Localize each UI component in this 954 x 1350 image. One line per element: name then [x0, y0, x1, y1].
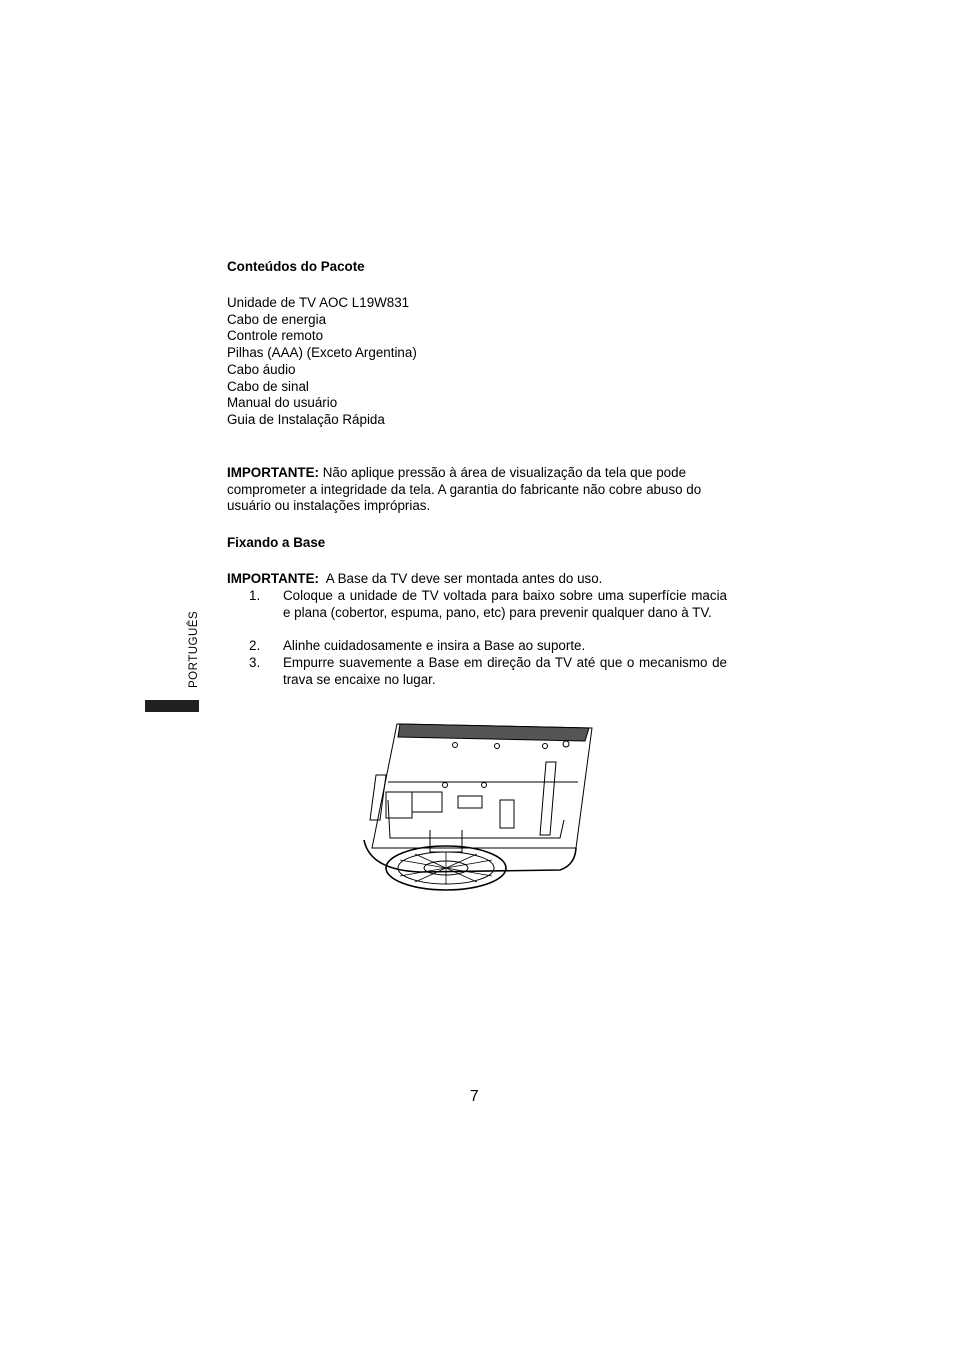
step-text: Coloque a unidade de TV voltada para baixo sobre uma superfície macia e plana (cobertor, espuma, pano, etc) para prevenir qualquer dano à TV.: [283, 588, 727, 620]
contents-list: [227, 295, 417, 429]
list-item: Guia de Instalação Rápida: [227, 411, 385, 427]
list-item: Cabo de energia: [227, 311, 327, 327]
tv-side-handle: [370, 775, 386, 820]
list-item: Pilhas (AAA) (Exceto Argentina): [227, 345, 417, 361]
language-tab-bar: [145, 700, 199, 712]
list-item: Manual do usuário: [227, 395, 338, 411]
important-label: IMPORTANTE:: [227, 465, 319, 480]
tv-side-buttons: [540, 762, 556, 835]
tv-lower-panel: [388, 800, 564, 838]
base-important-notice: [227, 571, 727, 586]
step-item: [249, 655, 727, 688]
screw-hole: [443, 783, 448, 788]
screw-hole: [453, 743, 458, 748]
base-section-title: Fixando a Base: [227, 535, 326, 550]
screw-hole: [543, 744, 548, 749]
page-number: 7: [470, 1088, 479, 1105]
step-item: [249, 638, 727, 655]
step-number: 3.: [249, 655, 261, 670]
base-neck: [430, 830, 462, 852]
tv-base-illustration: [360, 720, 600, 895]
base-stand-ribs: [400, 852, 492, 884]
tv-label-panel: [386, 792, 412, 818]
list-item: Cabo de sinal: [227, 378, 309, 394]
base-important-label: IMPORTANTE:: [227, 571, 319, 586]
important-text: Não aplique pressão à área de visualização da tela que pode comprometer a integridade da tela. A garantia do fabricante não cobre abuso do usuário ou instalações impróprias.: [227, 465, 702, 514]
list-item: Controle remoto: [227, 328, 324, 344]
screw-hole: [563, 741, 569, 747]
tv-port-group: [458, 796, 482, 808]
tv-port-group-2: [500, 800, 514, 828]
step-item: [249, 588, 727, 621]
tv-label-panel-2: [412, 792, 442, 812]
list-item: Unidade de TV AOC L19W831: [227, 295, 410, 310]
step-number: 2.: [249, 638, 261, 653]
language-tab-label: PORTUGUÊS: [188, 610, 200, 688]
contents-title: Conteúdos do Pacote: [227, 259, 365, 274]
step-number: 1.: [249, 588, 261, 603]
tv-vent-band: [398, 724, 589, 741]
step-text: Empurre suavemente a Base em direção da TV até que o mecanismo de trava se encaixe no lugar.: [283, 655, 727, 687]
screw-hole: [482, 783, 487, 788]
screw-hole: [495, 744, 500, 749]
list-item: Cabo áudio: [227, 361, 296, 377]
base-important-text: A Base da TV deve ser montada antes do uso.: [319, 571, 603, 586]
important-notice: [227, 465, 727, 515]
step-text: Alinhe cuidadosamente e insira a Base ao suporte.: [283, 638, 586, 653]
